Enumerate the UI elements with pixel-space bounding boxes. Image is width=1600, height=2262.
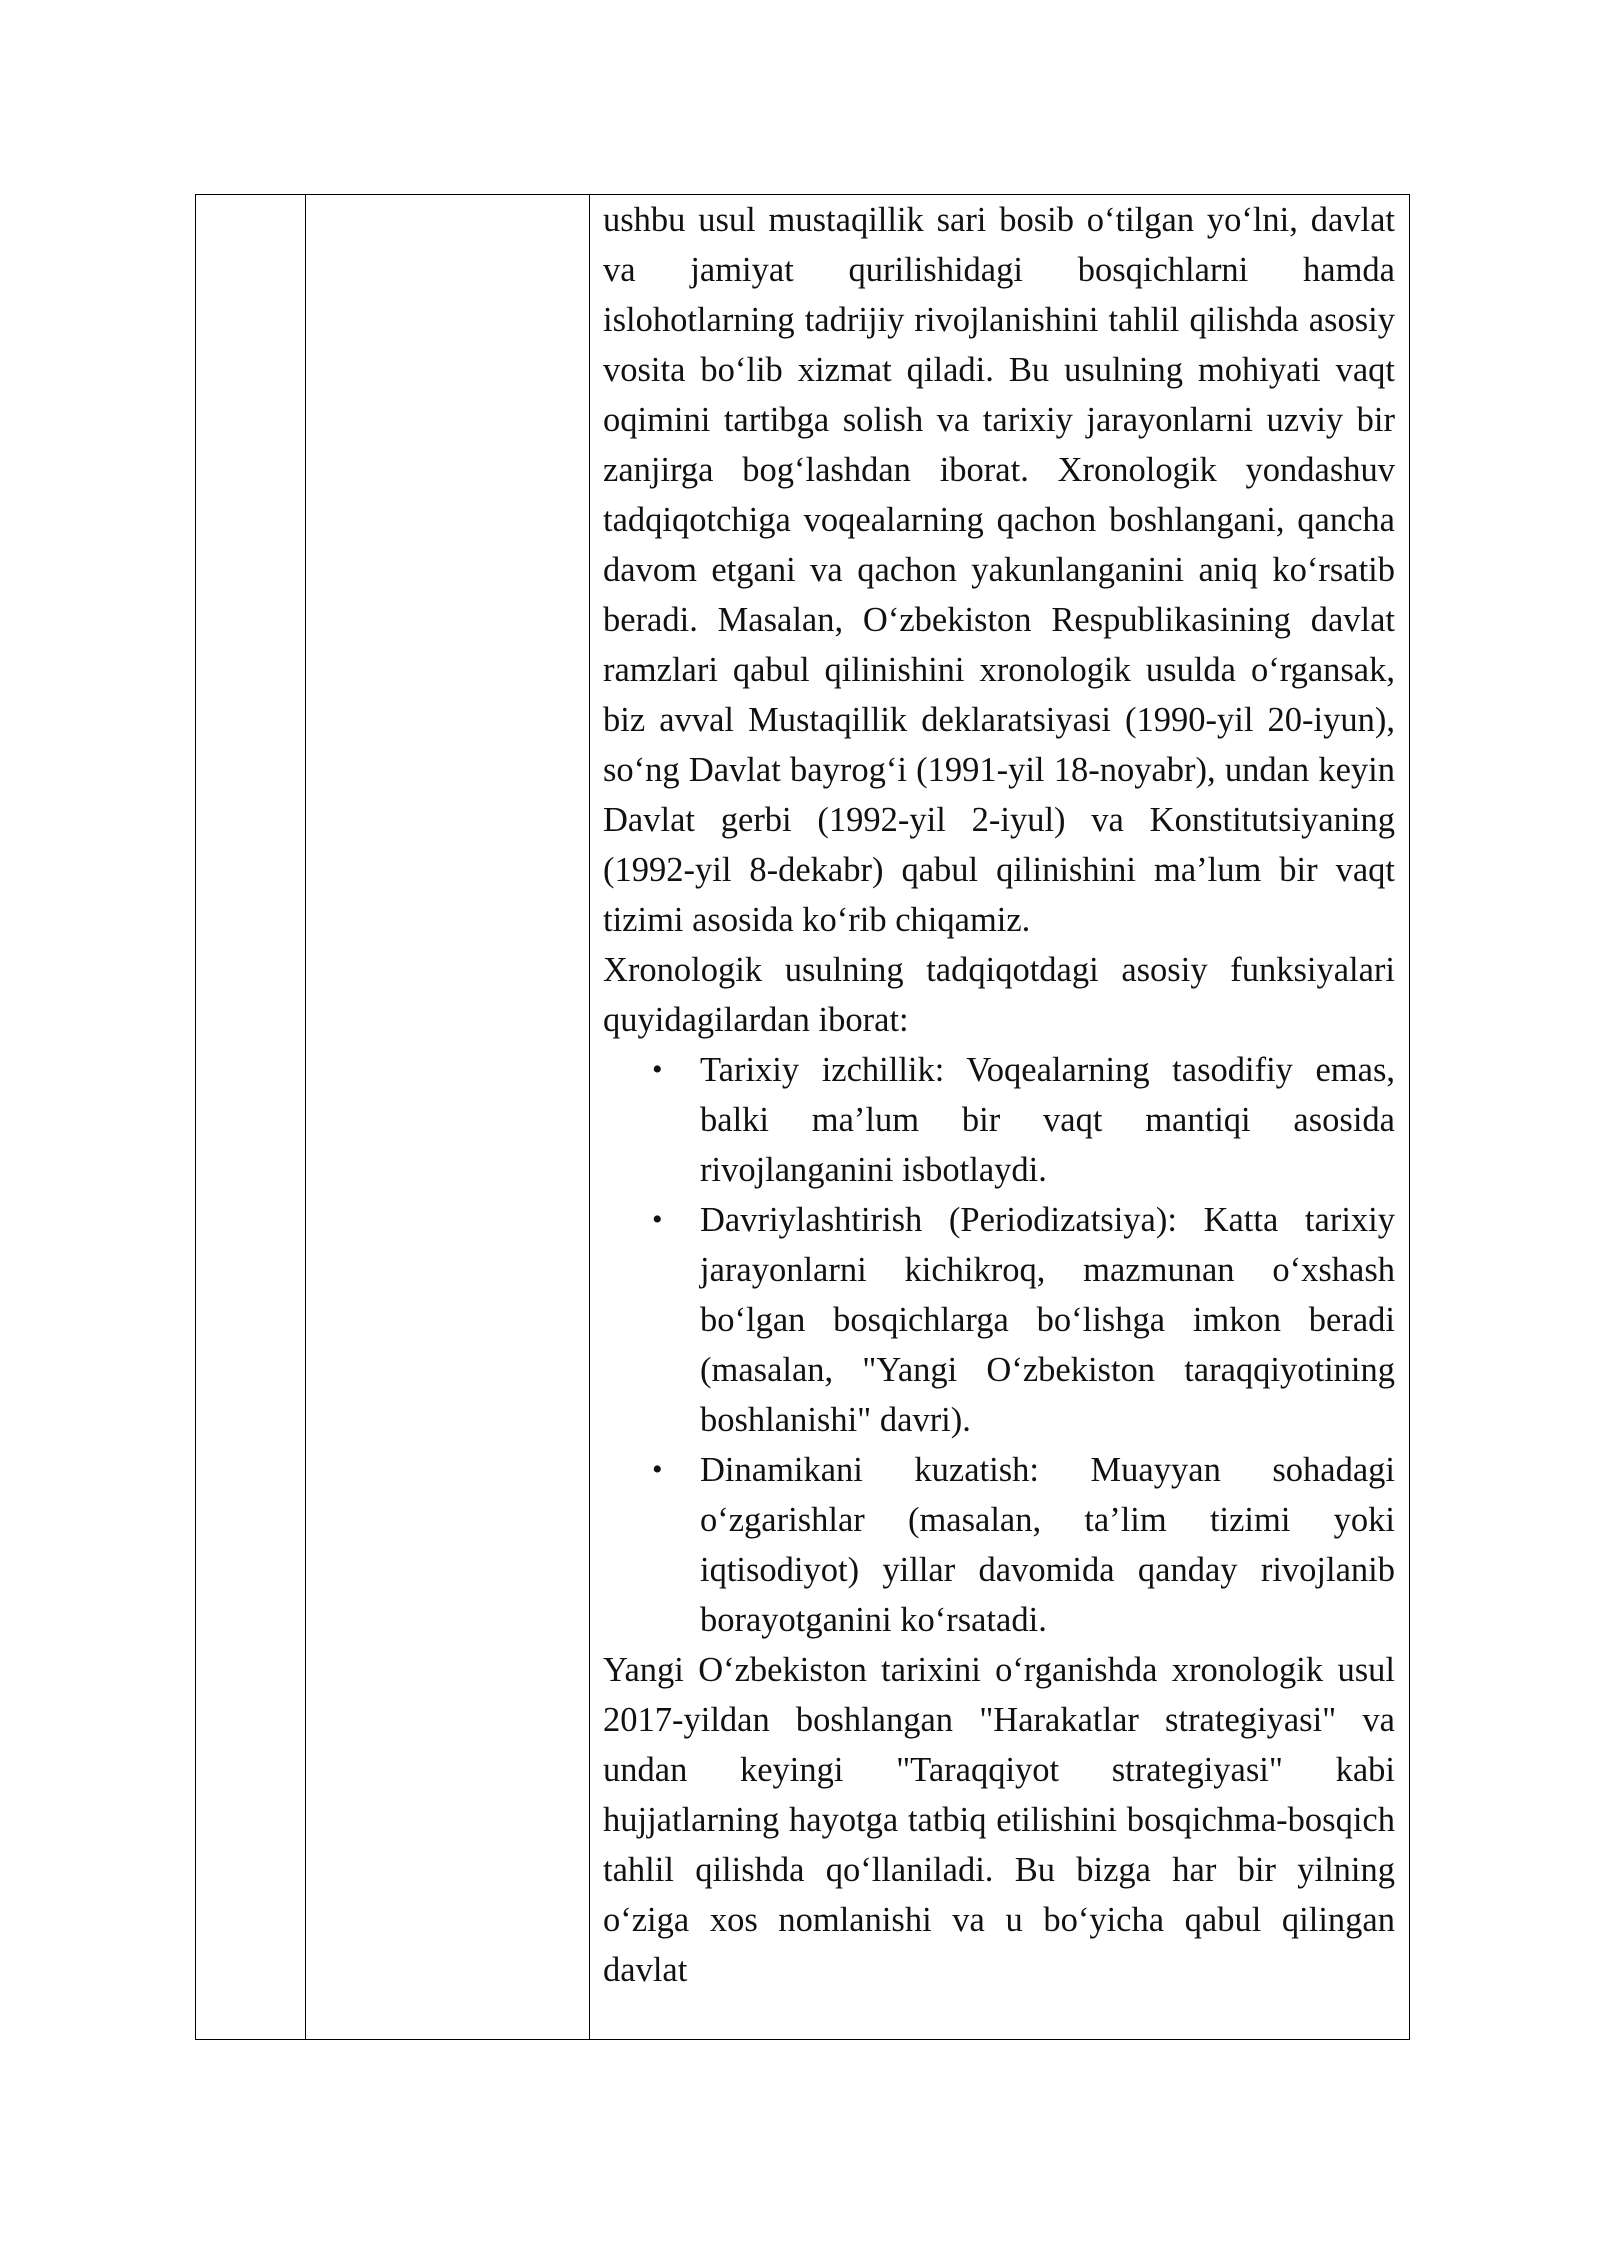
bullet-icon: • (652, 1053, 663, 1086)
table-column-2-empty (306, 195, 590, 2039)
table-text-cell (590, 195, 1409, 2039)
list-item-text: Davriylashtirish (Periodizatsiya): Katta tarixiy jarayonlarni kichikroq, mazmunan o‘xshash bo‘lgan bosqichlarga bo‘lishga imkon beradi (masalan, "Yangi O‘zbekiston taraqqiyotining boshlanishi" davri). (700, 1201, 1395, 1439)
bullet-icon: • (652, 1203, 663, 1236)
list-item-text: Tarixiy izchillik: Voqealarning tasodifiy emas, balki ma’lum bir vaqt mantiqi asosida rivojlanganini isbotlaydi. (700, 1051, 1395, 1189)
bullet-icon: • (652, 1453, 663, 1486)
table-column-1-empty (196, 195, 306, 2039)
list-item (652, 1045, 1395, 1195)
document-table (195, 194, 1410, 2040)
list-item-text: Dinamikani kuzatish: Muayyan sohadagi o‘zgarishlar (masalan, ta’lim tizimi yoki iqtisodiyot) yillar davomida qanday rivojlanib borayotganini ko‘rsatadi. (700, 1451, 1395, 1639)
functions-list (603, 1045, 1395, 1645)
list-item (652, 1195, 1395, 1445)
paragraph-chronological-method: ushbu usul mustaqillik sari bosib o‘tilgan yo‘lni, davlat va jamiyat qurilishidagi bosqichlarni hamda islohotlarning tadrijiy rivojlanishini tahlil qilishda asosiy vosita bo‘lib xizmat qiladi. Bu usulning mohiyati vaqt oqimini tartibga solish va tarixiy jarayonlarni uzviy bir zanjirga bog‘lashdan iborat. Xronologik yondashuv tadqiqotchiga voqealarning qachon boshlangani, qancha davom etgani va qachon yakunlanganini aniq ko‘rsatib beradi. Masalan, O‘zbekiston Respublikasining davlat ramzlari qabul qilinishini xronologik usulda o‘rgansak, biz avval Mustaqillik deklaratsiyasi (1990-yil 20-iyun), so‘ng Davlat bayrog‘i (1991-yil 18-noyabr), undan keyin Davlat gerbi (1992-yil 2-iyul) va Konstitutsiyaning (1992-yil 8-dekabr) qabul qilinishini ma’lum bir vaqt tizimi asosida ko‘rib chiqamiz. (603, 201, 1395, 939)
paragraph-functions-intro: Xronologik usulning tadqiqotdagi asosiy funksiyalari quyidagilardan iborat: (603, 951, 1395, 1039)
list-item (652, 1445, 1395, 1645)
paragraph-new-uzbekistan-history: Yangi O‘zbekiston tarixini o‘rganishda xronologik usul 2017-yildan boshlangan "Harakatlar strategiyasi" va undan keyingi "Taraqqiyot strategiyasi" kabi hujjatlarning hayotga tatbiq etilishini bosqichma-bosqich tahlil qilishda qo‘llaniladi. Bu bizga har bir yilning o‘ziga xos nomlanishi va u bo‘yicha qabul qilingan davlat (603, 1651, 1395, 1989)
